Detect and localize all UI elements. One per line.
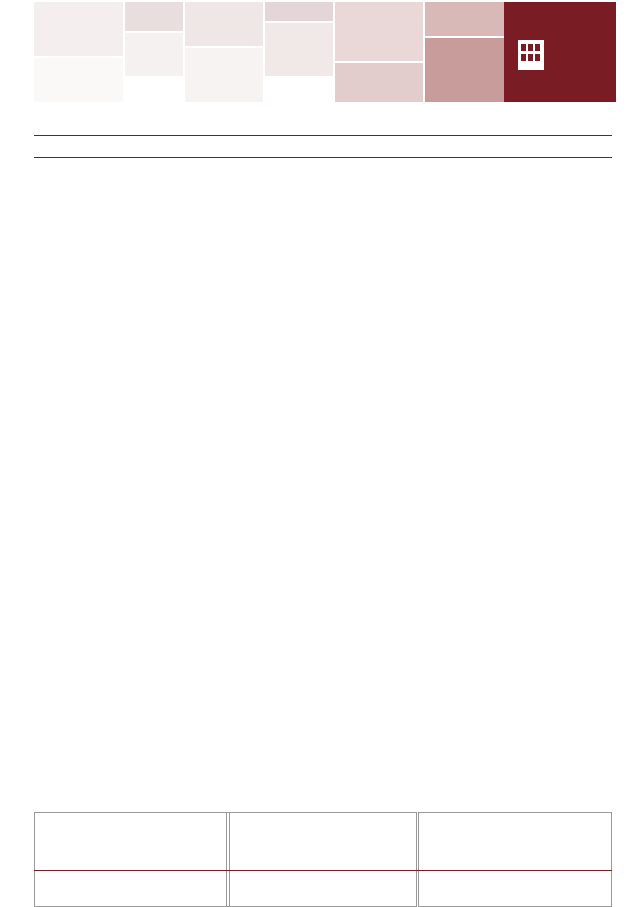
banner-grid: [34, 2, 504, 102]
footer-rule: [34, 870, 612, 871]
title-rule: [34, 135, 612, 136]
meta-rule: [34, 157, 612, 158]
charts-canvas: [0, 812, 638, 902]
building-logo-icon: [518, 40, 544, 70]
